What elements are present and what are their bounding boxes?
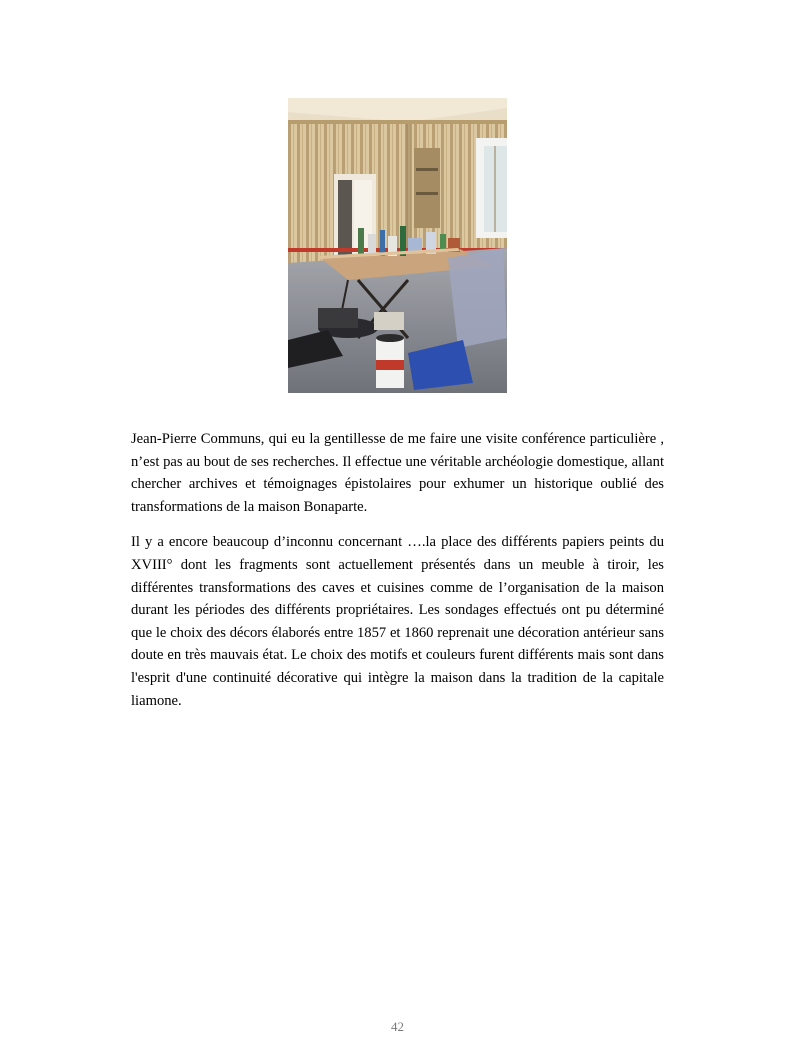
body-text <box>131 428 664 725</box>
page-number: 42 <box>391 1019 404 1034</box>
restoration-room-photo <box>288 98 507 393</box>
paragraph-2: Il y a encore beaucoup d’inconnu concernant ….la place des différents papiers peints du XVIII° dont les fragments sont actuellement présentés dans un meuble à tiroir, les différentes transformations des caves et cuisines comme de l’organisation de la maison durant les périodes des différents propriétaires. Les sondages effectués ont pu déterminé que le choix des décors élaborés entre 1857 et 1860 reprenait une décoration antérieur sans doute en très mauvais état. Le choix des motifs et couleurs furent différents mais sont dans l'esprit d'une continuité décorative qui intègre la maison dans la tradition de la capitale liamone. <box>131 534 664 709</box>
photo-illustration <box>288 98 507 393</box>
plastic-sheet <box>448 248 507 348</box>
paragraph-1: Jean-Pierre Communs, qui eu la gentillesse de me faire une visite conférence particulière , n’est pas au bout de ses recherches. Il effectue une véritable archéologie domestique, allant chercher archives et témoignages épistolaires pour exhumer un historique oublié des transformations de la maison Bonaparte. <box>131 431 664 515</box>
